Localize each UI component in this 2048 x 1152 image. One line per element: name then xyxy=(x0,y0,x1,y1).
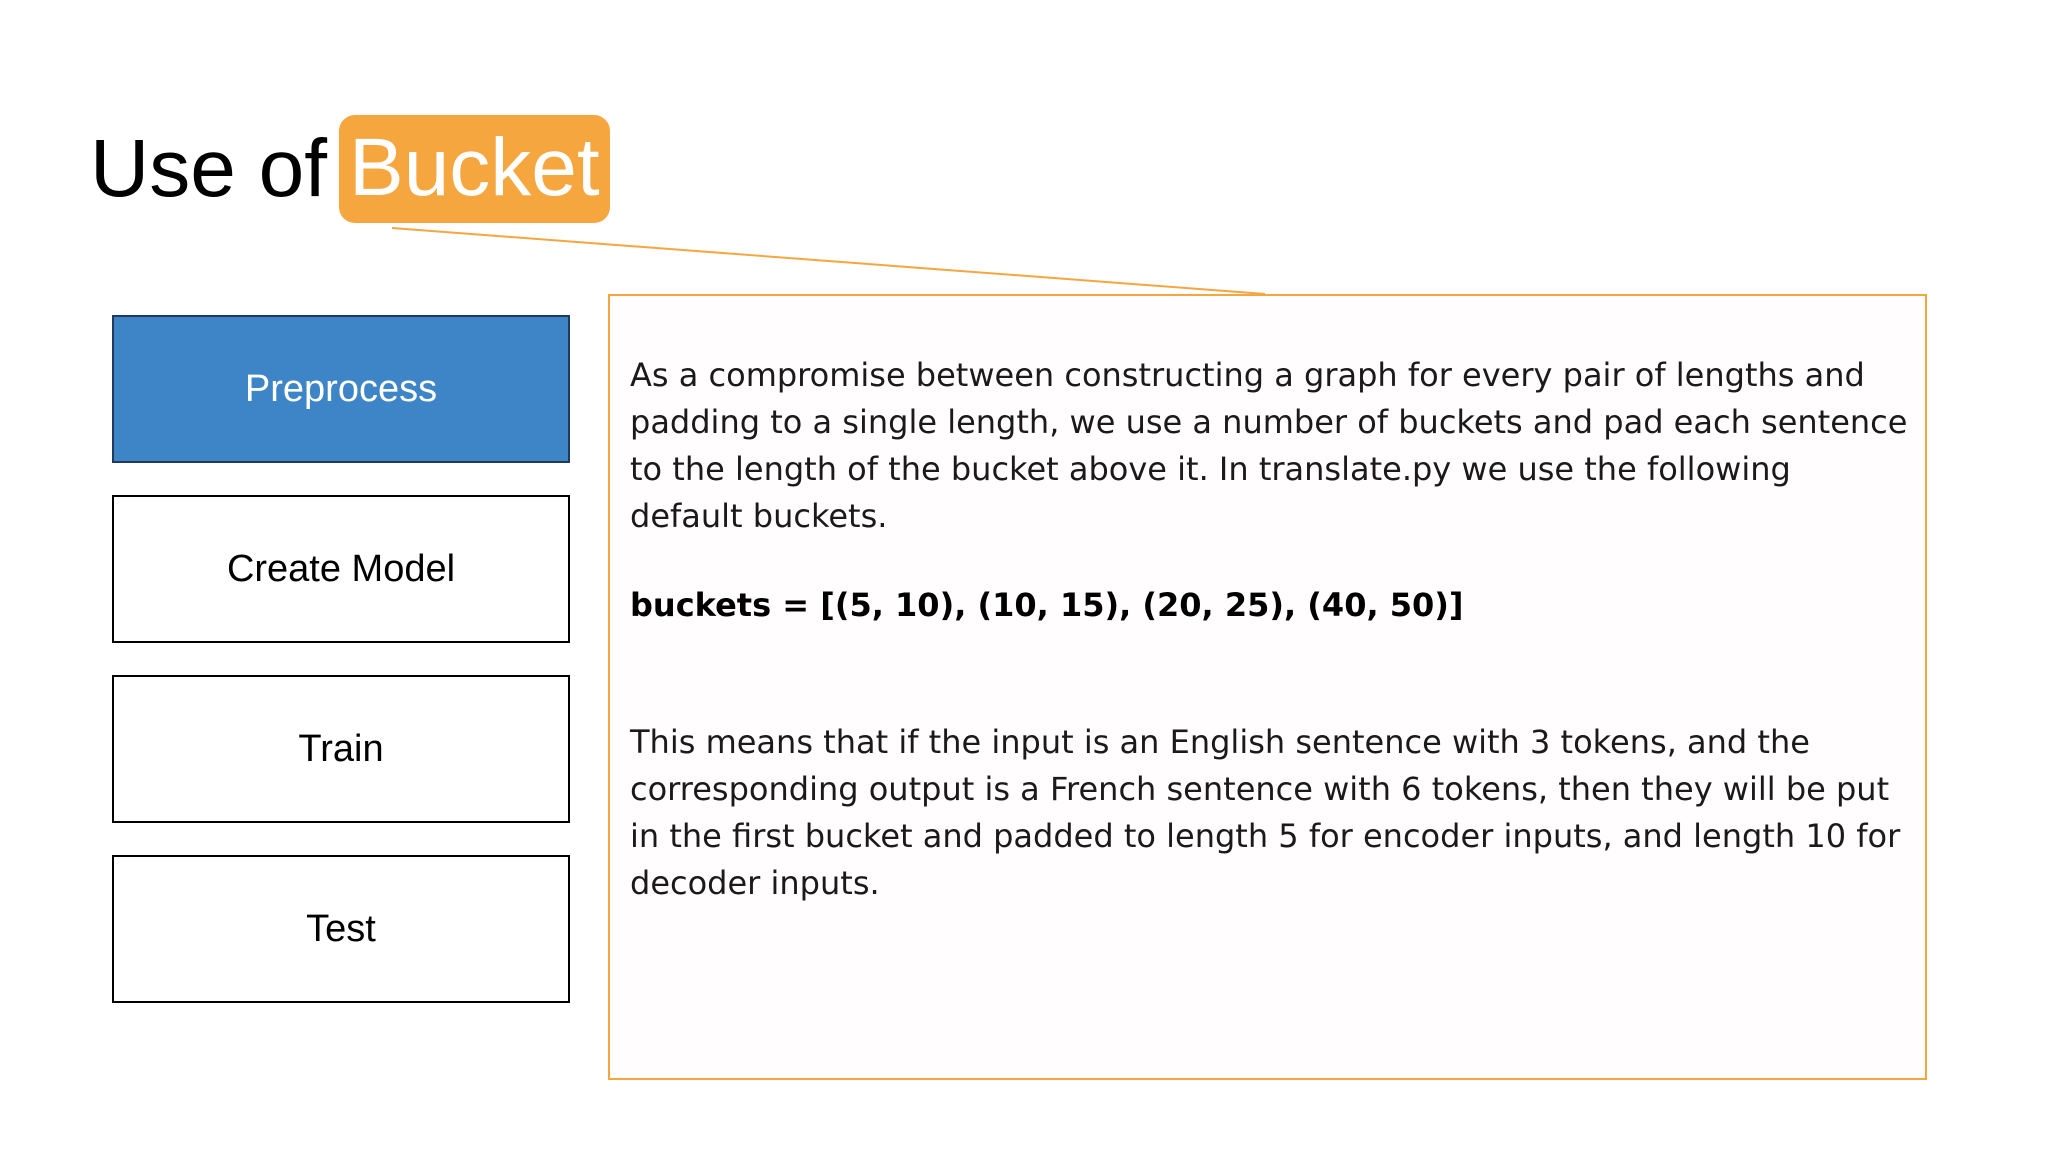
step-train-button[interactable] xyxy=(112,675,570,823)
explanation-callout-box xyxy=(608,294,1927,1080)
step-label: Preprocess xyxy=(244,367,438,410)
explanation-paragraph-2: This means that if the input is an English sentence with 3 tokens, and the corresponding output is a French sentence with 6 tokens, then they will be put in the first bucket and padded to length 5 for encoder inputs, and length 10 for decoder inputs. xyxy=(630,723,1901,902)
step-test-button[interactable] xyxy=(112,855,570,1003)
title-highlight: Bucket xyxy=(339,115,610,223)
step-label: Test xyxy=(306,907,376,950)
explanation-paragraph-1: As a compromise between constructing a graph for every pair of lengths and padding to a single length, we use a number of buckets and pad each sentence to the length of the bucket above it. In translate.py we use the following default buckets. xyxy=(630,356,1908,535)
slide-title xyxy=(90,106,610,232)
step-create-model-button[interactable] xyxy=(112,495,570,643)
buckets-code-line: buckets = [(5, 10), (10, 15), (20, 25), (40, 50)] xyxy=(630,586,1464,624)
step-label: Train xyxy=(298,727,384,770)
step-preprocess-button[interactable] xyxy=(112,315,570,463)
title-prefix: Use of xyxy=(90,123,327,214)
step-label: Create Model xyxy=(226,547,456,590)
